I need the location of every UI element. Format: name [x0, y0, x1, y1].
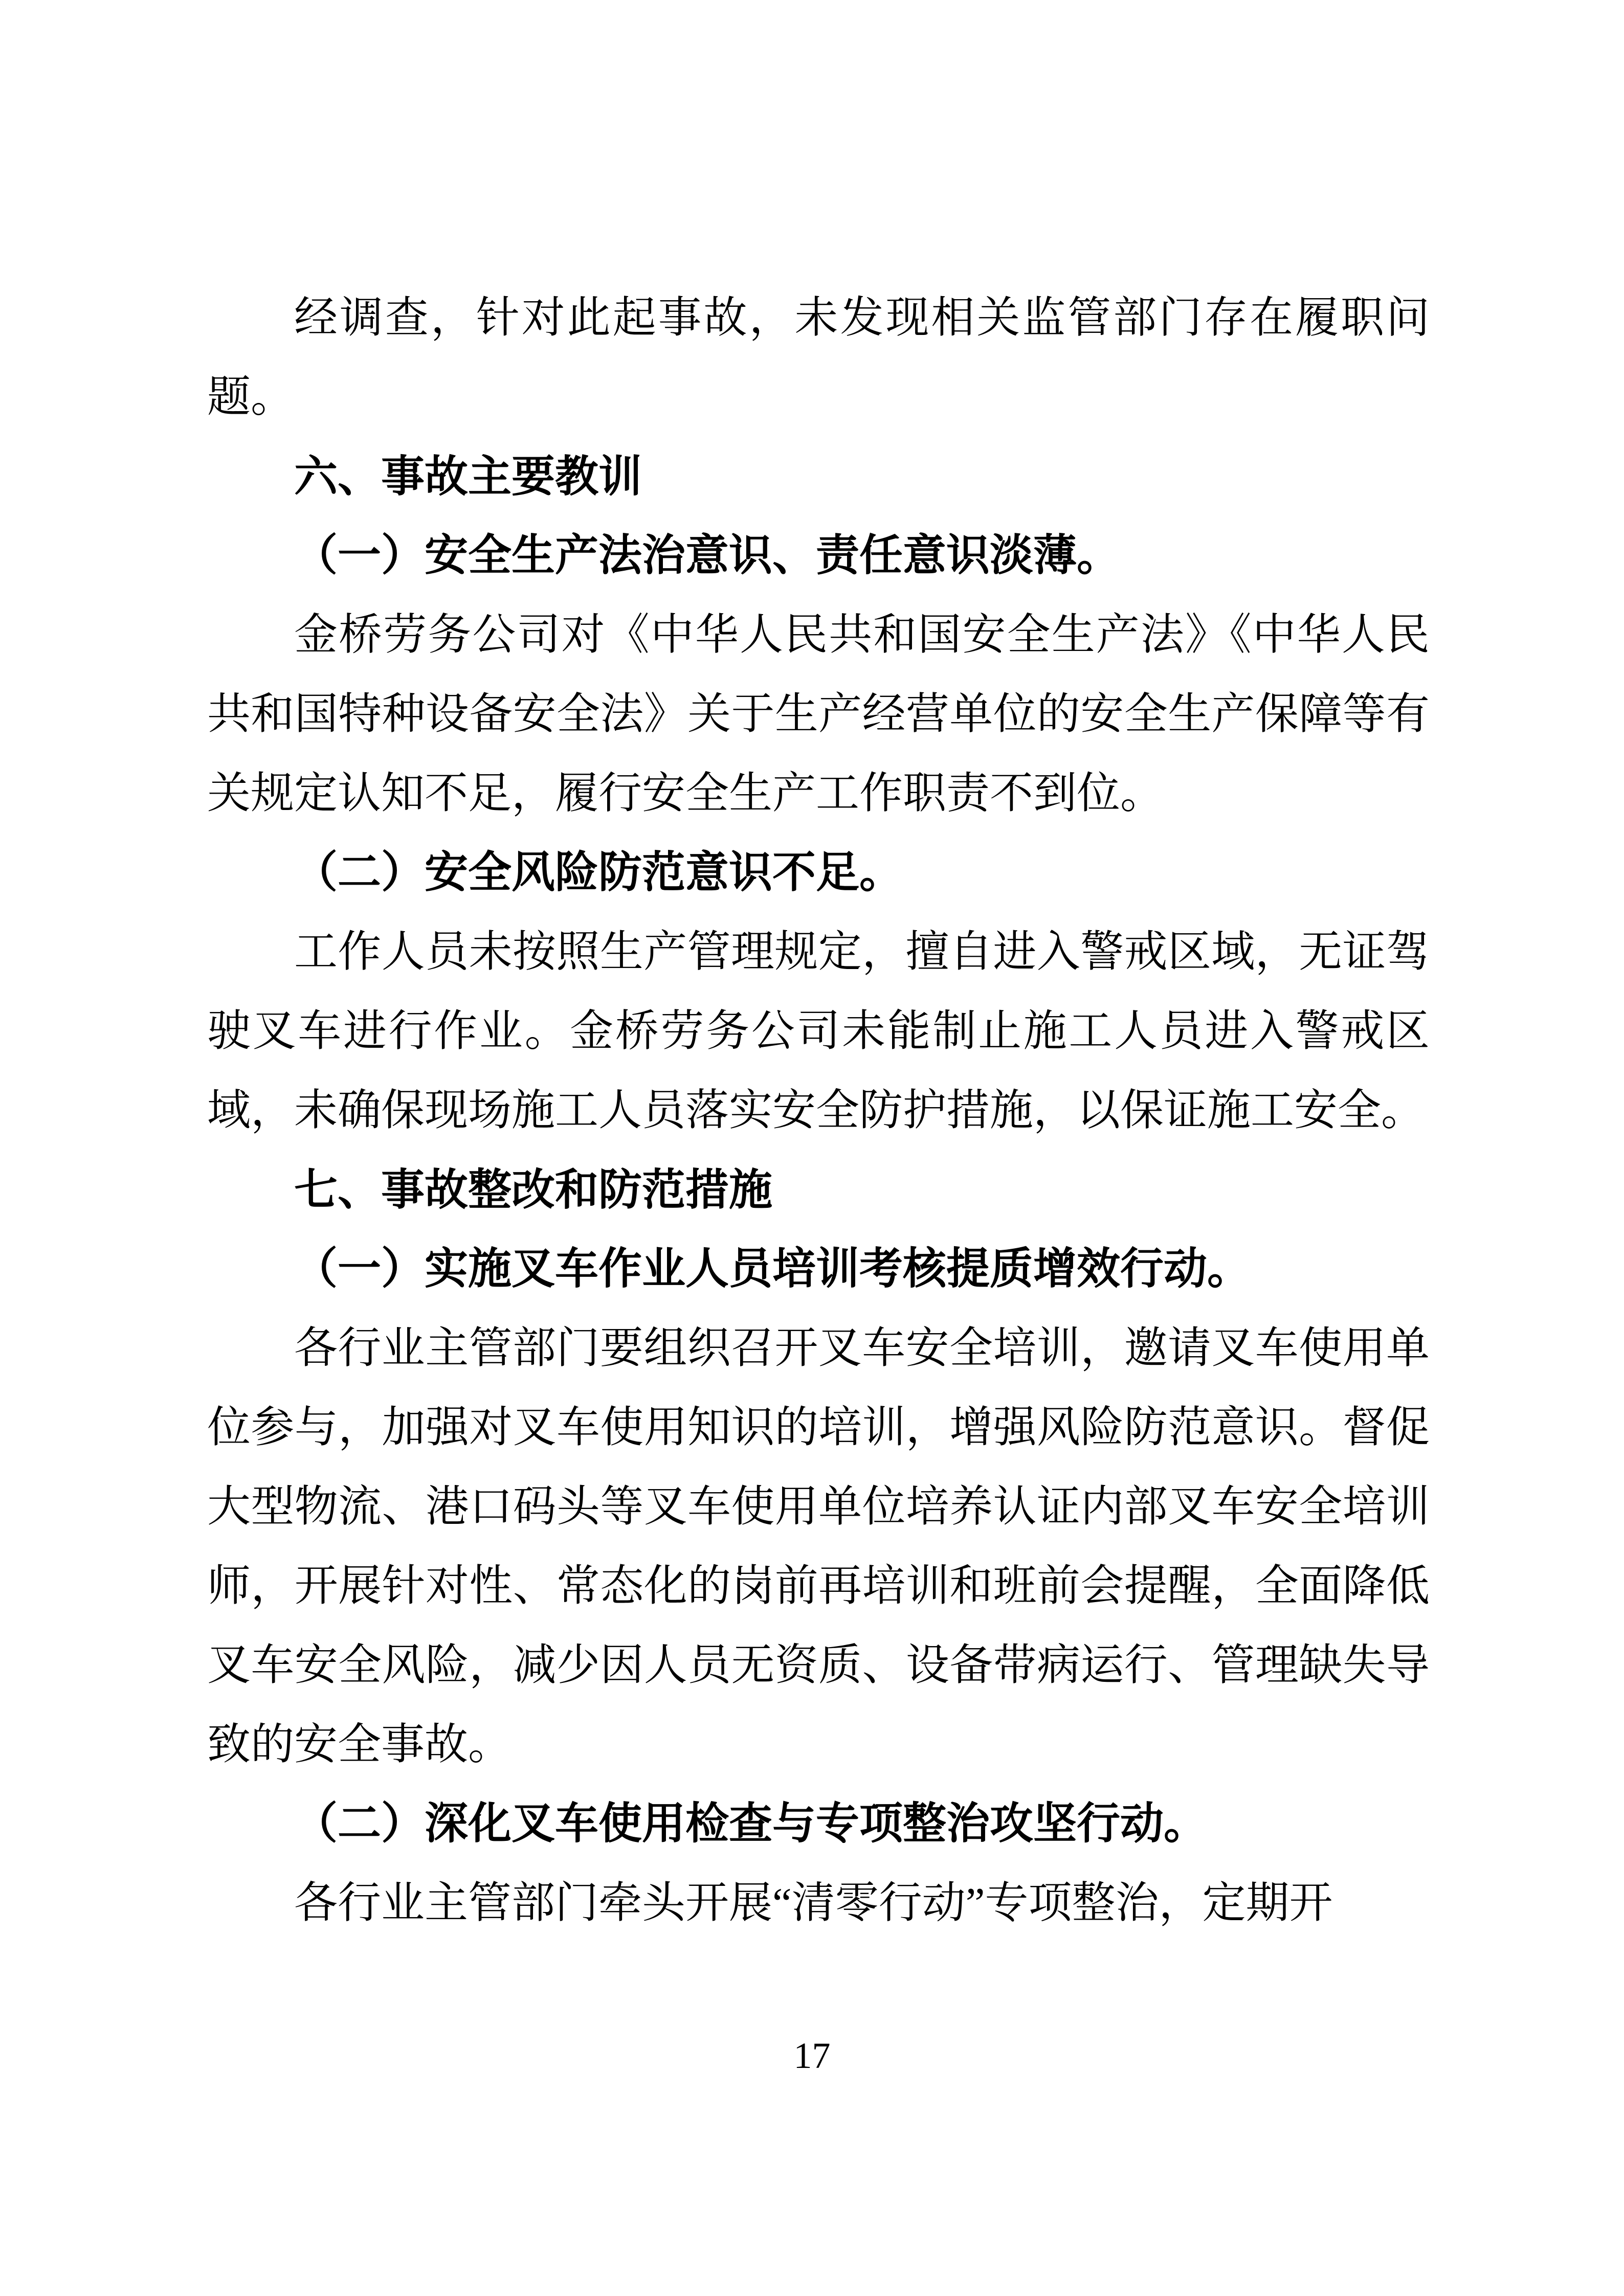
paragraph-training-action: 各行业主管部门要组织召开叉车安全培训，邀请叉车使用单位参与，加强对叉车使用知识的培训，增强风险防范意识。督促大型物流、港口码头等叉车使用单位培养认证内部叉车安全培训师，开展针对性、常态化的岗前再培训和班前会提醒，全面降低叉车安全风险，减少因人员无资质、设备带病运行、管理缺失导致的安全事故。 — [207, 1324, 1430, 1769]
paragraph-legal-awareness: 金桥劳务公司对《中华人民共和国安全生产法》《中华人民共和国特种设备安全法》关于生产经营单位的安全生产保障等有关规定认知不足，履行安全生产工作职责不到位。 — [207, 611, 1430, 818]
heading-section-six-lessons: 六、事故主要教训 — [294, 453, 642, 501]
heading-section-seven-measures: 七、事故整改和防范措施 — [294, 1166, 773, 1214]
paragraph-inspection-action: 各行业主管部门牵头开展“清零行动”专项整治，定期开 — [294, 1879, 1333, 1927]
subheading-legal-awareness: （一）安全生产法治意识、责任意识淡薄。 — [294, 532, 1121, 580]
document-body — [207, 279, 1430, 1943]
paragraph-risk-awareness: 工作人员未按照生产管理规定，擅自进入警戒区域，无证驾驶叉车进行作业。金桥劳务公司未能制止施工人员进入警戒区域，未确保现场施工人员落实安全防护措施，以保证施工安全。 — [207, 928, 1430, 1135]
subheading-training-action: （一）实施叉车作业人员培训考核提质增效行动。 — [294, 1245, 1251, 1293]
subheading-risk-awareness: （二）安全风险防范意识不足。 — [294, 849, 903, 897]
paragraph-supervision-finding: 经调查，针对此起事故，未发现相关监管部门存在履职问题。 — [207, 294, 1430, 421]
page-number: 17 — [793, 2035, 831, 2076]
subheading-inspection-action: （二）深化叉车使用检查与专项整治攻坚行动。 — [294, 1800, 1208, 1848]
